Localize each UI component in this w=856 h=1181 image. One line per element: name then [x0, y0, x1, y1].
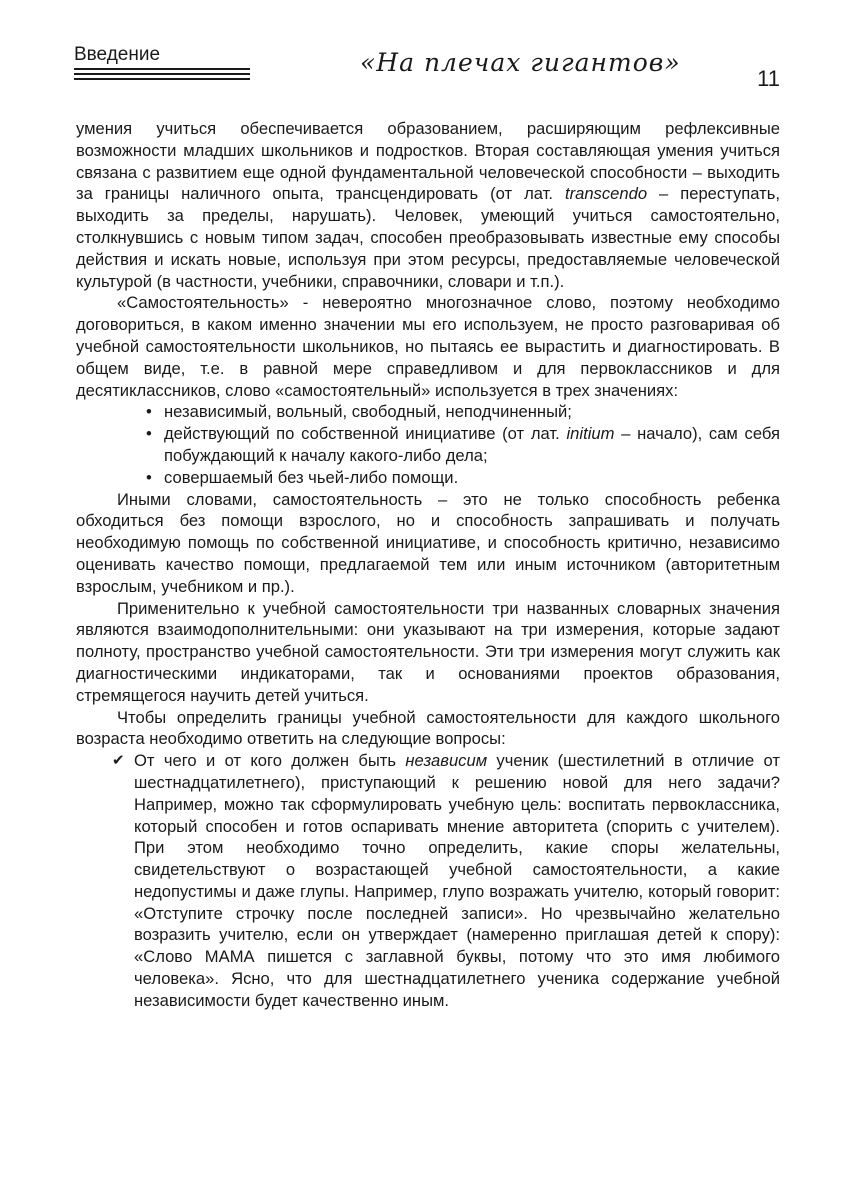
check-mark-icon: ✔ [112, 751, 125, 770]
list-item: • независимый, вольный, свободный, неподчиненный; [146, 401, 780, 423]
section-title: Введение [74, 44, 161, 65]
page-header [74, 40, 794, 100]
paragraph: Чтобы определить границы учебной самостоятельности для каждого школьного возраста необходимо ответить на следующие вопросы: [76, 707, 780, 749]
paragraph: умения учиться обеспечивается образованием, расширяющим рефлексивные возможности младших школьников и подростков. Вторая составляющая умения учиться связана с развитием еще одной фундаментальной человеческой способности – выходить за границы наличного опыта, трансцендировать (от лат. transcendo – переступать, выходить за пределы, нарушать). Человек, умеющий учиться самостоятельно, столкнувшись с новым типом задач, способен преобразовывать известные ему способы действия и искать новые, используя при этом ресурсы, предоставляемые человеческой культурой (в частности, учебники, справочники, словари и т.п.). [76, 119, 780, 291]
paragraph: «Самостоятельность» - невероятно многозначное слово, поэтому необходимо договориться, в каком именно значении мы его используем, не просто разговаривая об учебной самостоятельности школьников, но пытаясь ее вырастить и диагностировать. В общем виде, т.е. в равной мере справедливом и для первоклассников и для десятиклассников, слово «самостоятельный» используется в трех значениях: [76, 293, 780, 400]
bullet-list [76, 401, 780, 488]
page-number: 11 [757, 66, 780, 91]
emphasized-term: независим [405, 751, 488, 771]
checklist-item: ✔ От чего и от кого должен быть независим ученик (шестилетний в отличие от шестнадцатилетнего), приступающий к решению новой для него задачи? Например, можно так сформулировать учебную цель: воспитать первоклассника, который способен и готов оспаривать мнение авторитета (спорить с учителем). При этом необходимо точно определить, какие споры желательны, свидетельствуют о возрастающей учебной самостоятельности, а какие недопустимы и даже глупы. Например, глупо возражать учителю, который говорит: «Отступите строчку после последней записи». Но чрезвычайно желательно возразить учителю, если он утверждает (намеренно приглашая детей к спору): «Слово МАМА пишется с заглавной буквы, потому что это имя любимого человека». Ясно, что для шестнадцатилетнего ученика содержание учебной независимости будет качественно иным. [112, 751, 780, 1010]
list-item: • действующий по собственной инициативе (от лат. initium – начало), сам себя побуждающий к началу какого-либо дела; [146, 423, 780, 467]
header-rule [74, 68, 250, 83]
list-item: • совершаемый без чьей-либо помощи. [146, 467, 780, 489]
paragraph: Иными словами, самостоятельность – это не только способность ребенка обходиться без помощи взрослого, но и способность запрашивать и получать необходимую помощь по собственной инициативе, и способность критично, независимо оценивать качество помощи, предлагаемой тем или иным источником (авторитетным взрослым, учебником и пр.). [76, 489, 780, 596]
latin-term: transcendo [564, 184, 648, 204]
latin-term: initium [566, 424, 615, 444]
page-body [76, 118, 780, 1012]
book-title: «На плечах гигантов» [360, 48, 681, 77]
paragraph: Применительно к учебной самостоятельности три названных словарных значения являются взаимодополнительными: они указывают на три измерения, которые задают полноту, пространство учебной самостоятельности. Эти три измерения могут служить как диагностическими индикаторами, так и основаниями проектов образования, стремящегося научить детей учиться. [76, 598, 780, 705]
